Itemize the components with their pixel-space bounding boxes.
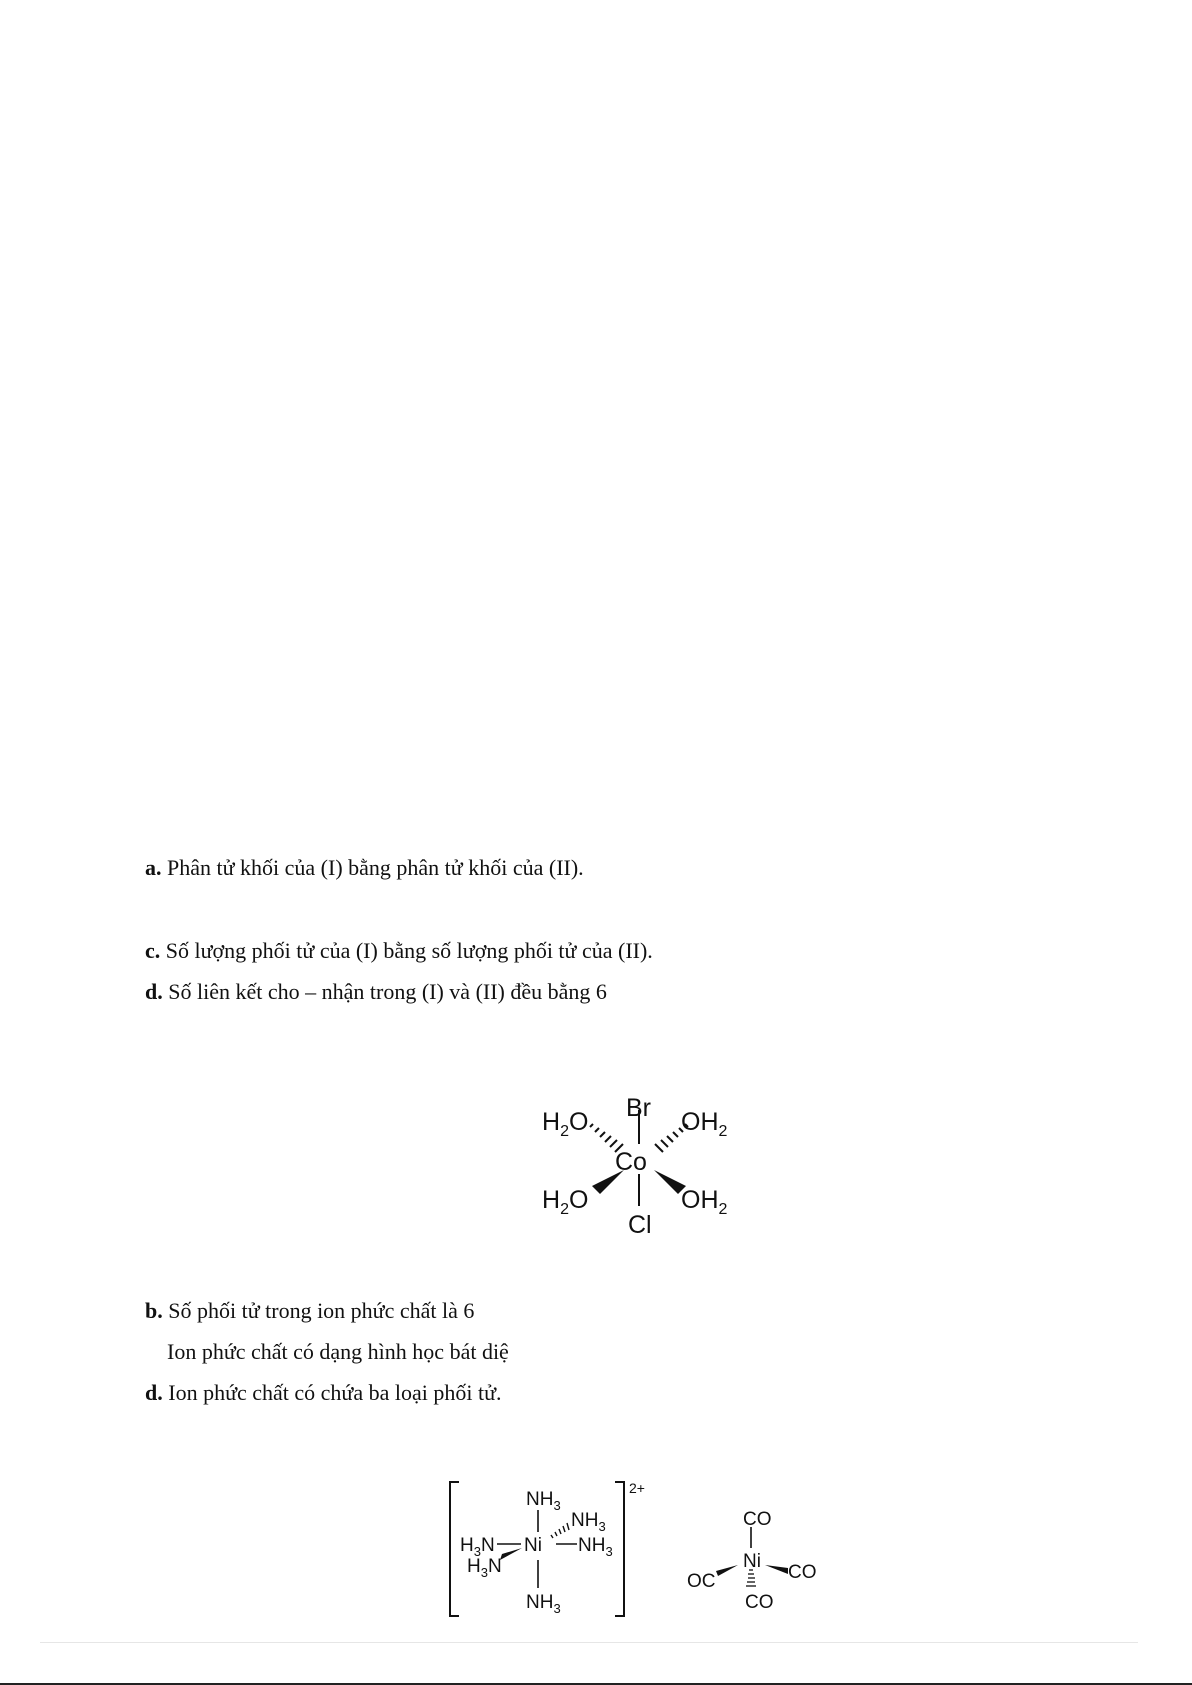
statement-text: Số lượng phối tử của (I) bằng số lượng phối tử của (II). bbox=[160, 938, 653, 963]
ligand-nh3-top: $NH_3$ bbox=[526, 1489, 561, 1513]
nickel-ammine-figure bbox=[440, 1474, 660, 1624]
statement-text: Ion phức chất có dạng hình học bát diệ bbox=[167, 1339, 509, 1364]
statement-d-1 bbox=[145, 978, 607, 1006]
statement-label: c. bbox=[145, 938, 161, 963]
ligand-h3n-left: $H_3N$ bbox=[460, 1535, 495, 1559]
statement-label: d. bbox=[145, 1380, 163, 1405]
ligand-h3n-lower-left: $H_3N$ bbox=[467, 1556, 502, 1580]
nickel-carbonyl-figure bbox=[680, 1500, 840, 1625]
statement-text: Phân tử khối của (I) bằng phân tử khối của (II). bbox=[161, 855, 584, 880]
statement-b-2 bbox=[145, 1297, 474, 1325]
ligand-lower-right: $OH_2$ bbox=[681, 1186, 728, 1218]
statement-label: b. bbox=[145, 1298, 163, 1323]
statement-label: a. bbox=[145, 855, 162, 880]
statement-d-2 bbox=[145, 1379, 502, 1407]
ligand-top: Br bbox=[626, 1094, 651, 1122]
ligand-bottom: Cl bbox=[628, 1211, 652, 1239]
nickel-carbonyl-diagram bbox=[680, 1500, 840, 1625]
charge-label: 2+ bbox=[629, 1480, 645, 1496]
metal-center: Co bbox=[615, 1148, 647, 1176]
ligand-upper-left: $H_2O$ bbox=[542, 1108, 589, 1140]
cobalt-complex-diagram bbox=[530, 1070, 750, 1245]
footer-divider bbox=[40, 1642, 1138, 1643]
ligand-nh3-upper-right: $NH_3$ bbox=[571, 1510, 606, 1534]
ligand-co-left: OC bbox=[687, 1571, 716, 1592]
metal-center: Ni bbox=[743, 1551, 761, 1572]
cobalt-complex-figure bbox=[530, 1070, 750, 1245]
nickel-ammine-diagram bbox=[440, 1474, 660, 1624]
ligand-co-right: CO bbox=[788, 1562, 817, 1583]
statement-a-1 bbox=[145, 854, 584, 882]
statement-text: Ion phức chất có chứa ba loại phối tử. bbox=[162, 1380, 502, 1405]
ligand-co-bottom: CO bbox=[745, 1592, 774, 1613]
ligand-nh3-right: $NH_3$ bbox=[578, 1535, 613, 1559]
statement-text: Số liên kết cho – nhận trong (I) và (II) đều bằng 6 bbox=[162, 979, 607, 1004]
ligand-lower-left: $H_2O$ bbox=[542, 1186, 589, 1218]
statement-c-1 bbox=[145, 937, 653, 965]
statement-label: d. bbox=[145, 979, 163, 1004]
ligand-nh3-bottom: $NH_3$ bbox=[526, 1592, 561, 1616]
statement-c-2 bbox=[167, 1338, 509, 1366]
ligand-co-top: CO bbox=[743, 1509, 772, 1530]
statement-text: Số phối tử trong ion phức chất là 6 bbox=[162, 1298, 475, 1323]
metal-center: Ni bbox=[524, 1535, 542, 1556]
ligand-upper-right: $OH_2$ bbox=[681, 1108, 728, 1140]
